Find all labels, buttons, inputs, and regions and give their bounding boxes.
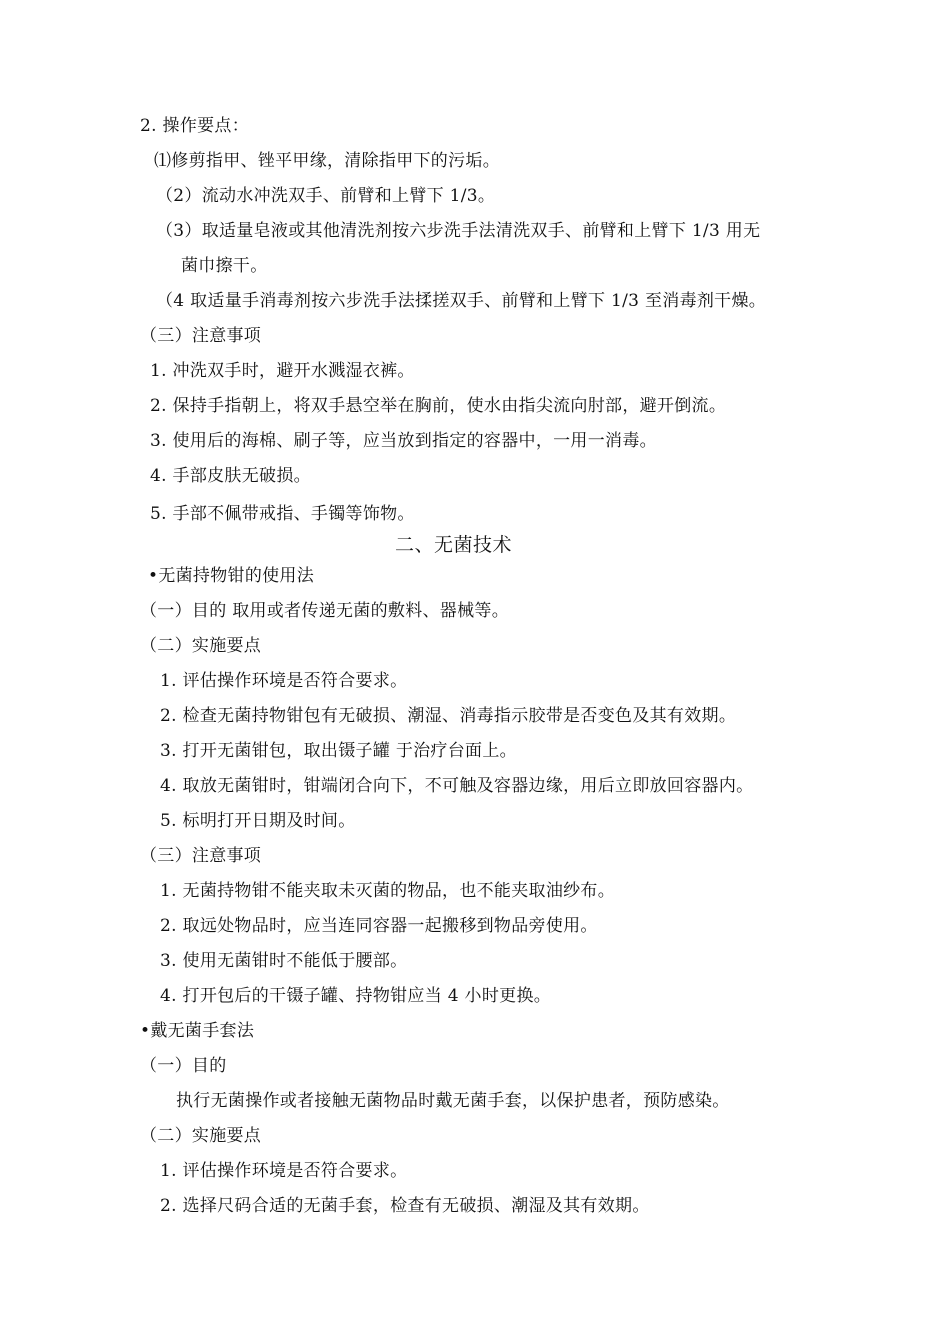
section-heading: （一）目的 bbox=[140, 1056, 227, 1076]
section-heading: （二）实施要点 bbox=[140, 1126, 262, 1146]
bullet-heading: •无菌持物钳的使用法 bbox=[148, 566, 315, 586]
purpose-line: （一）目的 取用或者传递无菌的敷料、器械等。 bbox=[140, 601, 510, 621]
list-item: 3. 使用无菌钳时不能低于腰部。 bbox=[160, 951, 408, 971]
list-item: 3. 打开无菌钳包，取出镊子罐 于治疗台面上。 bbox=[160, 741, 517, 761]
section-heading: （三）注意事项 bbox=[140, 846, 262, 866]
section-heading: （三）注意事项 bbox=[140, 326, 262, 346]
step-item: （4 取适量手消毒剂按六步洗手法揉搓双手、前臂和上臂下 1/3 至消毒剂干燥。 bbox=[156, 291, 767, 311]
list-item: 4. 打开包后的干镊子罐、持物钳应当 4 小时更换。 bbox=[160, 986, 552, 1006]
list-item: 1. 无菌持物钳不能夹取未灭菌的物品，也不能夹取油纱布。 bbox=[160, 881, 616, 901]
list-item: 2. 检查无菌持物钳包有无破损、潮湿、消毒指示胶带是否变色及其有效期。 bbox=[160, 706, 737, 726]
step-item: （3）取适量皂液或其他清洗剂按六步洗手法清洗双手、前臂和上臂下 1/3 用无 bbox=[156, 221, 761, 241]
step-item: ⑴修剪指甲、锉平甲缘，清除指甲下的污垢。 bbox=[154, 151, 500, 171]
bullet-heading: •戴无菌手套法 bbox=[140, 1021, 255, 1041]
step-item: （2）流动水冲洗双手、前臂和上臂下 1/3。 bbox=[156, 186, 496, 206]
section-heading: （二）实施要点 bbox=[140, 636, 262, 656]
note-item: 3. 使用后的海棉、刷子等，应当放到指定的容器中，一用一消毒。 bbox=[150, 431, 657, 451]
chapter-title: 二、无菌技术 bbox=[395, 534, 513, 556]
step-heading: 2. 操作要点： bbox=[140, 116, 250, 136]
list-item: 4. 取放无菌钳时，钳端闭合向下，不可触及容器边缘，用后立即放回容器内。 bbox=[160, 776, 754, 796]
purpose-text: 执行无菌操作或者接触无菌物品时戴无菌手套，以保护患者，预防感染。 bbox=[176, 1091, 730, 1111]
note-item: 2. 保持手指朝上，将双手悬空举在胸前，使水由指尖流向肘部，避开倒流。 bbox=[150, 396, 727, 416]
list-item: 1. 评估操作环境是否符合要求。 bbox=[160, 1161, 408, 1181]
list-item: 2. 取远处物品时，应当连同容器一起搬移到物品旁使用。 bbox=[160, 916, 598, 936]
step-item-continuation: 菌巾擦干。 bbox=[181, 256, 268, 276]
note-item: 1. 冲洗双手时，避开水溅湿衣裤。 bbox=[150, 361, 415, 381]
list-item: 2. 选择尺码合适的无菌手套，检查有无破损、潮湿及其有效期。 bbox=[160, 1196, 650, 1216]
list-item: 1. 评估操作环境是否符合要求。 bbox=[160, 671, 408, 691]
note-item: 5. 手部不佩带戒指、手镯等饰物。 bbox=[150, 504, 415, 524]
note-item: 4. 手部皮肤无破损。 bbox=[150, 466, 311, 486]
list-item: 5. 标明打开日期及时间。 bbox=[160, 811, 356, 831]
